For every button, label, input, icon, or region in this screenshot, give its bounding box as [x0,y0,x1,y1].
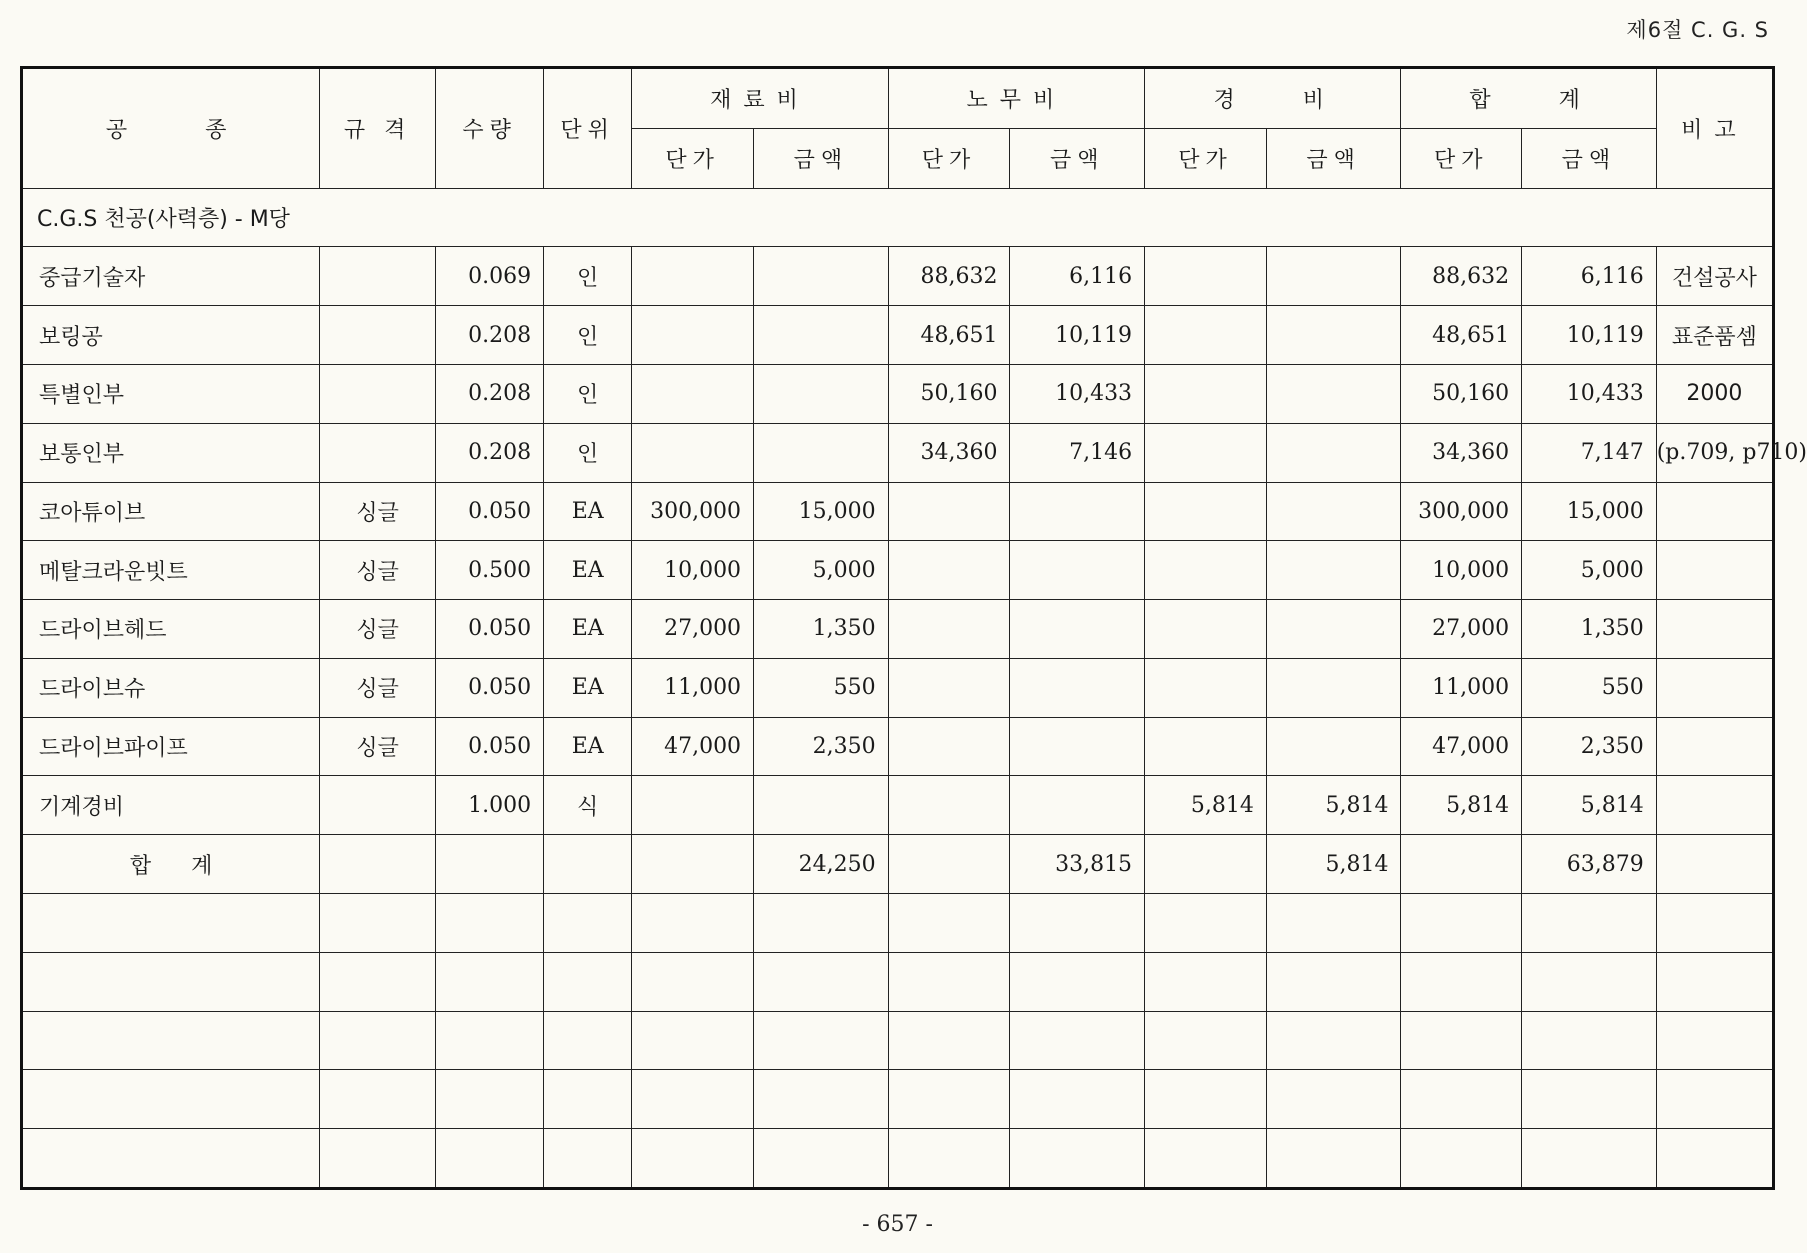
row-expense-unit-price [1145,541,1267,600]
empty-cell [1145,1011,1267,1070]
empty-cell [22,894,320,953]
header-labor-amount: 금액 [1010,128,1145,188]
row-labor-amount [1010,600,1145,659]
header-labor-unit-price: 단가 [888,128,1010,188]
item-name: 코아튜이브 [22,482,320,541]
item-name: 메탈크라운빗트 [22,541,320,600]
empty-cell [22,1070,320,1129]
empty-cell [632,1070,754,1129]
row-expense-amount: 5,814 [1266,776,1401,835]
empty-cell [1656,1070,1773,1129]
row-material-unit-price [632,247,754,306]
empty-cell [1266,952,1401,1011]
empty-cell [1656,1011,1773,1070]
row-remark [1656,541,1773,600]
empty-cell [1145,1129,1267,1189]
total-qty [436,835,544,894]
row-expense-amount [1266,600,1401,659]
row-expense-amount [1266,364,1401,423]
row-spec [320,306,436,365]
table-row [22,306,1774,365]
row-labor-amount [1010,658,1145,717]
table-row [22,600,1774,659]
empty-cell [1401,1129,1522,1189]
page-number: - 657 - [862,1212,933,1237]
header-material-amount: 금액 [754,128,889,188]
empty-row [22,952,1774,1011]
row-remark [1656,482,1773,541]
total-tot-amt: 63,879 [1522,835,1657,894]
empty-cell [544,952,632,1011]
row-remark [1656,658,1773,717]
empty-cell [1401,894,1522,953]
row-expense-amount [1266,247,1401,306]
empty-cell [1010,1070,1145,1129]
row-expense-unit-price [1145,423,1267,482]
row-total-amount: 5,814 [1522,776,1657,835]
total-lab-amt: 33,815 [1010,835,1145,894]
row-material-unit-price: 27,000 [632,600,754,659]
row-material-amount: 550 [754,658,889,717]
table-row [22,776,1774,835]
empty-cell [1145,894,1267,953]
header-total: 합 계 [1401,68,1656,129]
row-unit: EA [544,541,632,600]
row-labor-unit-price: 88,632 [888,247,1010,306]
header-remark: 비고 [1656,68,1773,189]
table-title: C.G.S 천공(사력층) - M당 [22,188,544,247]
empty-cell [1266,1011,1401,1070]
empty-cell [436,1070,544,1129]
row-total-unit-price: 88,632 [1401,247,1522,306]
row-labor-amount [1010,776,1145,835]
row-expense-unit-price [1145,247,1267,306]
table-body [22,247,1807,835]
row-unit: 식 [544,776,632,835]
row-expense-amount [1266,541,1401,600]
row-spec [320,364,436,423]
row-labor-amount [1010,482,1145,541]
row-labor-unit-price [888,776,1010,835]
header-expense: 경 비 [1145,68,1401,129]
total-unit [544,835,632,894]
total-spec [320,835,436,894]
row-qty: 0.050 [436,600,544,659]
row-labor-amount: 7,146 [1010,423,1145,482]
row-total-amount: 2,350 [1522,717,1657,776]
total-tot-up [1401,835,1522,894]
row-qty: 0.208 [436,364,544,423]
row-unit: 인 [544,247,632,306]
row-labor-unit-price: 34,360 [888,423,1010,482]
header-item: 공 종 [22,68,320,189]
row-total-amount: 5,000 [1522,541,1657,600]
row-expense-amount [1266,717,1401,776]
empty-cell [1522,952,1657,1011]
row-total-unit-price: 11,000 [1401,658,1522,717]
empty-cell [22,1011,320,1070]
empty-cell [1266,1070,1401,1129]
empty-cell [632,1011,754,1070]
item-name: 보통인부 [22,423,320,482]
row-labor-unit-price: 50,160 [888,364,1010,423]
header-total-unit-price: 단가 [1401,128,1522,188]
row-material-unit-price [632,364,754,423]
row-spec [320,423,436,482]
header-labor: 노무비 [888,68,1144,129]
row-spec: 싱글 [320,658,436,717]
empty-cell [1401,1070,1522,1129]
table-row [22,482,1774,541]
row-qty: 0.208 [436,423,544,482]
row-qty: 0.050 [436,658,544,717]
row-unit: EA [544,658,632,717]
header-material-unit-price: 단가 [632,128,754,188]
row-remark: 2000 [1656,364,1773,423]
empty-cell [1522,1070,1657,1129]
total-mat-up [632,835,754,894]
header-expense-amount: 금액 [1266,128,1401,188]
row-material-unit-price: 47,000 [632,717,754,776]
row-spec: 싱글 [320,600,436,659]
empty-cell [754,952,889,1011]
empty-cell [1522,1129,1657,1189]
row-expense-unit-price [1145,658,1267,717]
row-expense-unit-price [1145,600,1267,659]
header-material: 재료비 [632,68,888,129]
row-labor-amount: 10,433 [1010,364,1145,423]
item-name: 특별인부 [22,364,320,423]
row-expense-unit-price [1145,482,1267,541]
empty-cell [632,952,754,1011]
row-material-unit-price: 11,000 [632,658,754,717]
empty-cell [1522,894,1657,953]
row-total-unit-price: 27,000 [1401,600,1522,659]
row-unit: 인 [544,364,632,423]
empty-cell [888,1070,1010,1129]
row-total-unit-price: 34,360 [1401,423,1522,482]
row-qty: 0.208 [436,306,544,365]
table-row [22,423,1774,482]
table-row [22,541,1774,600]
empty-cell [632,894,754,953]
empty-cell [1145,952,1267,1011]
total-remark [1656,835,1773,894]
row-total-unit-price: 10,000 [1401,541,1522,600]
row-total-amount: 1,350 [1522,600,1657,659]
header-unit: 단위 [544,68,632,189]
empty-cell [632,1129,754,1189]
empty-rows [22,894,1774,1189]
empty-cell [544,1129,632,1189]
empty-cell [754,1070,889,1129]
total-label: 합계 [22,835,320,894]
empty-cell [1010,1129,1145,1189]
empty-cell [544,1070,632,1129]
table-row [22,717,1774,776]
empty-cell [320,1129,436,1189]
table-row [22,247,1774,306]
row-material-unit-price: 10,000 [632,541,754,600]
row-unit: EA [544,717,632,776]
row-material-amount [754,776,889,835]
row-unit: 인 [544,423,632,482]
empty-cell [544,1011,632,1070]
row-total-unit-price: 50,160 [1401,364,1522,423]
row-expense-amount [1266,658,1401,717]
row-expense-amount [1266,482,1401,541]
row-labor-unit-price [888,482,1010,541]
empty-cell [1010,1011,1145,1070]
empty-cell [320,1070,436,1129]
empty-cell [320,1011,436,1070]
row-labor-amount [1010,717,1145,776]
row-qty: 0.050 [436,482,544,541]
empty-cell [22,1129,320,1189]
row-expense-amount [1266,306,1401,365]
item-name: 드라이브슈 [22,658,320,717]
row-remark: 건설공사 [1656,247,1773,306]
row-total-amount: 7,147 [1522,423,1657,482]
empty-cell [888,952,1010,1011]
empty-row [22,894,1774,953]
row-expense-unit-price [1145,306,1267,365]
row-expense-unit-price [1145,364,1267,423]
row-remark [1656,717,1773,776]
row-qty: 0.069 [436,247,544,306]
row-total-unit-price: 47,000 [1401,717,1522,776]
row-unit: EA [544,600,632,659]
row-spec [320,247,436,306]
item-name: 드라이브파이프 [22,717,320,776]
item-name: 기계경비 [22,776,320,835]
row-material-unit-price [632,423,754,482]
row-material-amount [754,423,889,482]
empty-cell [436,952,544,1011]
row-material-amount: 1,350 [754,600,889,659]
row-remark: (p.709, p710) [1656,423,1773,482]
row-labor-amount: 10,119 [1010,306,1145,365]
row-labor-unit-price [888,600,1010,659]
item-name: 보링공 [22,306,320,365]
row-remark [1656,600,1773,659]
item-name: 드라이브헤드 [22,600,320,659]
empty-cell [1401,1011,1522,1070]
item-name: 중급기술자 [22,247,320,306]
total-row [22,835,1774,894]
empty-cell [1401,952,1522,1011]
header-spec: 규 격 [320,68,436,189]
row-material-amount [754,247,889,306]
row-total-amount: 6,116 [1522,247,1657,306]
row-expense-amount [1266,423,1401,482]
empty-row [22,1129,1774,1189]
empty-cell [1656,1129,1773,1189]
row-material-unit-price: 300,000 [632,482,754,541]
row-material-unit-price [632,776,754,835]
row-material-amount [754,364,889,423]
empty-cell [754,1129,889,1189]
row-material-amount [754,306,889,365]
header-expense-unit-price: 단가 [1145,128,1267,188]
header-qty: 수량 [436,68,544,189]
empty-cell [1522,1011,1657,1070]
row-labor-unit-price [888,541,1010,600]
row-labor-unit-price [888,717,1010,776]
empty-cell [1266,1129,1401,1189]
row-expense-unit-price: 5,814 [1145,776,1267,835]
row-spec [320,776,436,835]
row-total-amount: 10,119 [1522,306,1657,365]
row-material-unit-price [632,306,754,365]
row-total-unit-price: 48,651 [1401,306,1522,365]
row-remark: 표준품셈 [1656,306,1773,365]
row-total-amount: 15,000 [1522,482,1657,541]
row-total-unit-price: 5,814 [1401,776,1522,835]
empty-cell [320,952,436,1011]
row-material-amount: 15,000 [754,482,889,541]
empty-cell [320,894,436,953]
empty-row [22,1011,1774,1070]
row-qty: 0.050 [436,717,544,776]
row-labor-unit-price: 48,651 [888,306,1010,365]
header-row-1 [22,68,1774,129]
row-unit: 인 [544,306,632,365]
empty-cell [754,894,889,953]
row-spec: 싱글 [320,541,436,600]
empty-cell [22,952,320,1011]
table-title-blank [544,188,1774,247]
row-unit: EA [544,482,632,541]
row-spec: 싱글 [320,717,436,776]
empty-cell [888,894,1010,953]
empty-cell [1656,952,1773,1011]
row-labor-unit-price [888,658,1010,717]
row-material-amount: 5,000 [754,541,889,600]
header-total-amount: 금액 [1522,128,1657,188]
row-spec: 싱글 [320,482,436,541]
empty-cell [436,894,544,953]
empty-cell [888,1129,1010,1189]
row-qty: 1.000 [436,776,544,835]
row-total-unit-price: 300,000 [1401,482,1522,541]
row-qty: 0.500 [436,541,544,600]
row-expense-unit-price [1145,717,1267,776]
empty-cell [436,1129,544,1189]
empty-cell [1266,894,1401,953]
row-labor-amount [1010,541,1145,600]
table-row [22,658,1774,717]
cost-table [20,66,1807,1190]
row-total-amount: 550 [1522,658,1657,717]
empty-cell [1010,952,1145,1011]
section-header: 제6절 C. G. S [1626,18,1769,42]
empty-cell [888,1011,1010,1070]
empty-cell [1145,1070,1267,1129]
row-total-amount: 10,433 [1522,364,1657,423]
row-labor-amount: 6,116 [1010,247,1145,306]
empty-cell [436,1011,544,1070]
total-lab-up [888,835,1010,894]
row-remark [1656,776,1773,835]
empty-row [22,1070,1774,1129]
total-exp-up [1145,835,1267,894]
row-material-amount: 2,350 [754,717,889,776]
table-row [22,364,1774,423]
table-title-row [22,188,1774,247]
empty-cell [1656,894,1773,953]
empty-cell [544,894,632,953]
total-exp-amt: 5,814 [1266,835,1401,894]
total-mat-amt: 24,250 [754,835,889,894]
empty-cell [754,1011,889,1070]
empty-cell [1010,894,1145,953]
